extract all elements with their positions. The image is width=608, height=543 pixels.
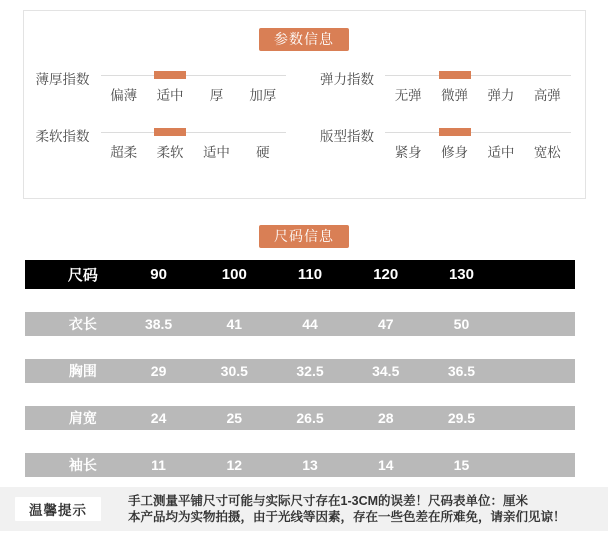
param-option: 紧身: [394, 145, 422, 160]
slider-options: [385, 84, 571, 104]
param-slider-elasticity: [382, 67, 571, 104]
parameter-grid: [24, 51, 585, 161]
slider-selected-marker: [439, 128, 471, 136]
table-cell: 25: [226, 410, 243, 426]
param-option: 适中: [202, 145, 230, 160]
size-table-header-row: [25, 260, 575, 289]
table-cell: 36.5: [447, 363, 476, 379]
row-label: 胸围: [68, 363, 97, 379]
param-label-elasticity: 弹力指数: [320, 72, 374, 87]
table-cell: 15: [453, 457, 470, 473]
row-label: 肩宽: [68, 410, 97, 426]
parameter-info-panel: [23, 10, 586, 199]
row-label: 袖长: [68, 457, 97, 473]
param-option: 高弹: [533, 88, 561, 103]
param-slider-softness: [98, 124, 287, 161]
slider-options: [385, 141, 571, 161]
param-label-fit: 版型指数: [320, 129, 374, 144]
param-option: 厚: [209, 88, 224, 103]
slider-selected-marker: [154, 128, 186, 136]
table-cell: 12: [226, 457, 243, 473]
size-info-badge: 尺码信息: [259, 225, 349, 248]
table-cell: 14: [377, 457, 394, 473]
table-cell: 41: [226, 316, 243, 332]
param-slider-thickness: [98, 67, 287, 104]
param-option: 无弹: [394, 88, 422, 103]
size-info-section: [0, 225, 608, 248]
slider-options: [101, 84, 287, 104]
slider-options: [101, 141, 287, 161]
param-group-softness: [36, 124, 287, 161]
warm-tips-line-1: 手工测量平铺尺寸可能与实际尺寸存在1-3CM的误差！尺码表单位：厘米: [128, 494, 529, 508]
table-cell: 24: [150, 410, 167, 426]
table-cell: 44: [302, 316, 318, 332]
size-table-row-chest: [25, 359, 575, 383]
row-label: 衣长: [68, 316, 97, 332]
param-slider-fit: [382, 124, 571, 161]
size-table-header-cell: 90: [150, 266, 167, 283]
size-table-header-cell: 110: [297, 266, 323, 283]
size-table-header-cell: 尺码: [67, 267, 98, 284]
param-option-selected: 修身: [441, 145, 469, 160]
warm-tips-bar: [0, 487, 608, 531]
param-group-elasticity: [320, 67, 571, 104]
table-cell: 50: [453, 316, 470, 332]
param-option: 宽松: [533, 145, 561, 160]
table-cell: 28: [377, 410, 394, 426]
table-cell: 34.5: [372, 363, 400, 379]
param-label-thickness: 薄厚指数: [35, 72, 90, 87]
slider-track: [385, 75, 571, 76]
size-table-row-length: [25, 312, 575, 336]
warm-tips-label: 温馨提示: [15, 497, 101, 521]
table-cell: 11: [151, 457, 166, 473]
parameter-info-badge: 参数信息: [259, 28, 349, 51]
table-cell: 26.5: [296, 410, 324, 426]
param-label-softness: 柔软指数: [35, 129, 90, 144]
table-cell: 29: [150, 363, 167, 379]
param-group-thickness: [36, 67, 287, 104]
size-table-header-cell: 100: [221, 266, 247, 283]
size-table: [25, 260, 575, 477]
table-cell: 30.5: [220, 363, 248, 379]
param-option: 适中: [487, 145, 515, 160]
param-option: 硬: [256, 145, 270, 160]
slider-selected-marker: [154, 71, 186, 79]
warm-tips-text: [128, 493, 566, 525]
table-cell: 32.5: [296, 363, 324, 379]
size-table-header-cell: 130: [448, 266, 474, 283]
size-table-header-cell: 120: [373, 266, 399, 283]
size-table-row-sleeve: [25, 453, 575, 477]
param-option: 弹力: [487, 88, 515, 103]
table-cell: 13: [302, 457, 318, 473]
param-option: 超柔: [110, 145, 138, 160]
param-option: 加厚: [249, 88, 277, 103]
table-cell: 38.5: [144, 316, 173, 332]
slider-track: [385, 132, 571, 133]
param-option-selected: 适中: [156, 88, 184, 103]
param-option-selected: 柔软: [156, 145, 184, 160]
slider-track: [101, 132, 287, 133]
table-cell: 29.5: [447, 410, 476, 426]
slider-selected-marker: [439, 71, 471, 79]
warm-tips-line-2: 本产品均为实物拍摄，由于光线等因素，存在一些色差在所难免，请亲们见谅！: [128, 510, 566, 524]
table-cell: 47: [377, 316, 394, 332]
size-table-row-shoulder: [25, 406, 575, 430]
param-group-fit: [320, 124, 571, 161]
param-option: 偏薄: [110, 88, 138, 103]
param-option-selected: 微弹: [441, 88, 469, 103]
slider-track: [101, 75, 287, 76]
